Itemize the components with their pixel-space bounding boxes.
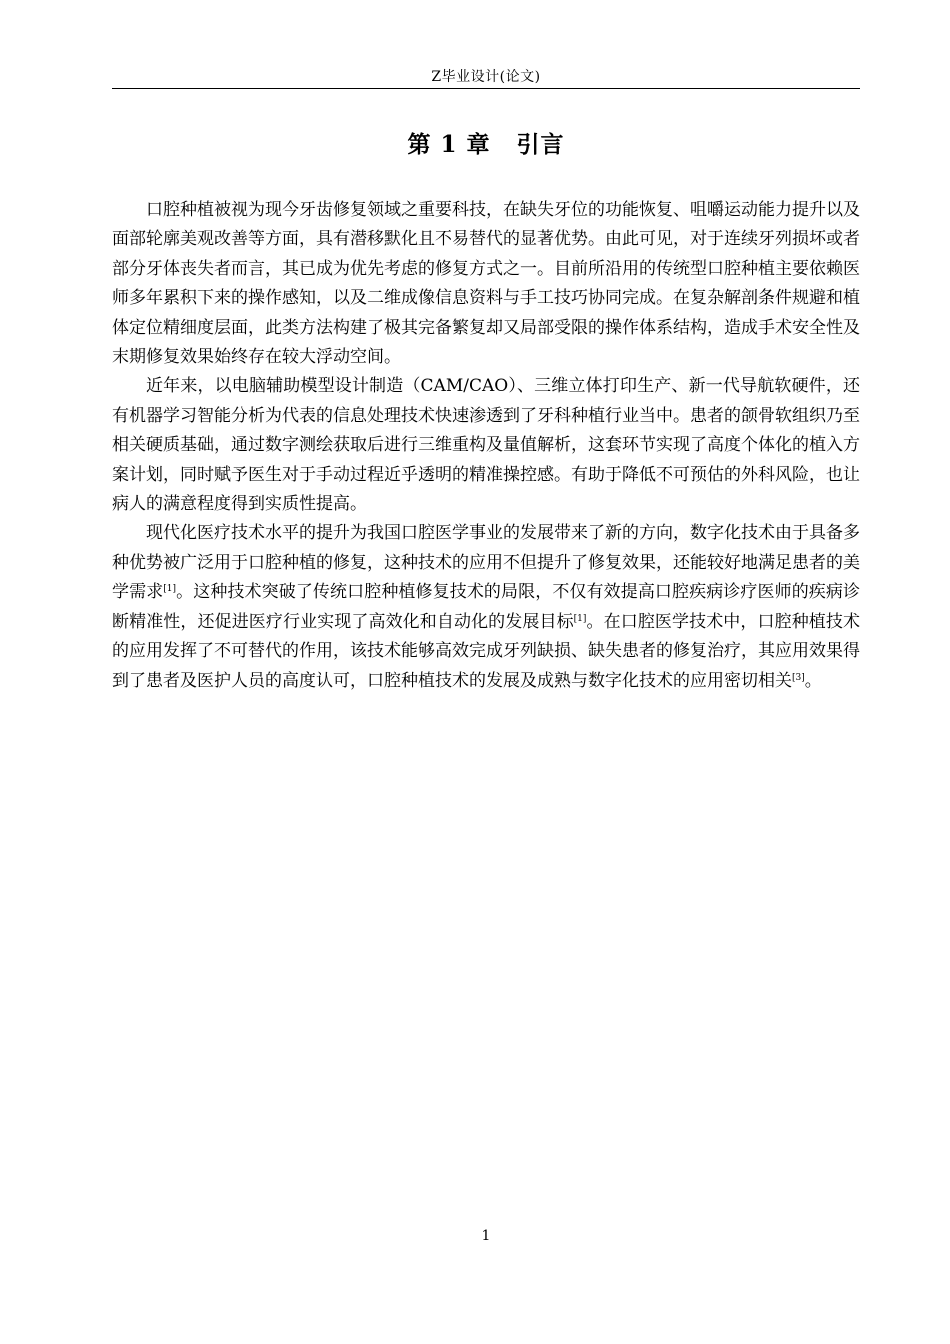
paragraph-3-part-1: 现代化医疗技术水平的提升为我国口腔医学事业的发展带来了新的方向，数字化技术由于具备多种优势被广泛用于口腔种植的修复，这种技术的应用不但提升了修复效果，还能较好地满足患者的美学需求	[112, 523, 860, 603]
paragraph-3-part-4: 。	[804, 670, 822, 691]
paragraph-2: 近年来，以电脑辅助模型设计制造（CAM/CAO）、三维立体打印生产、新一代导航软硬件，还有机器学习智能分析为代表的信息处理技术快速渗透到了牙科种植行业当中。患者的颌骨软组织乃至相关硬质基础，通过数字测绘获取后进行三维重构及量值解析，这套环节实现了高度个体化的植入方案计划，同时赋予医生对于手动过程近乎透明的精准操控感。有助于降低不可预估的外科风险，也让病人的满意程度得到实质性提高。	[112, 376, 860, 515]
citation-ref-3: [3]	[792, 672, 805, 683]
paragraph-3	[112, 519, 860, 695]
page-header	[112, 66, 860, 89]
paragraph-3-part-3: 。在口腔医学技术中，口腔种植技术的应用发挥了不可替代的作用，该技术能够高效完成牙列缺损、缺失患者的修复治疗，其应用效果得到了患者及医护人员的高度认可，口腔种植技术的发展及成熟与数字化技术的应用密切相关	[112, 611, 861, 691]
citation-ref-2: [1]	[573, 613, 587, 624]
paragraph-3-part-2: 。这种技术突破了传统口腔种植修复技术的局限，不仅有效提高口腔疾病诊疗医师的疾病诊断精准性，还促进医疗行业实现了高效化和自动化的发展目标	[112, 582, 860, 632]
body-text	[112, 196, 860, 696]
header-text: Z毕业设计(论文)	[431, 69, 541, 85]
chapter-title	[112, 128, 860, 162]
chapter-title-text: 引言	[516, 131, 565, 158]
citation-ref-1: [1]	[163, 584, 177, 595]
chapter-number: 第 1 章	[407, 131, 491, 158]
page-number: 1	[481, 1228, 491, 1244]
paragraph-1: 口腔种植被视为现今牙齿修复领域之重要科技，在缺失牙位的功能恢复、咀嚼运动能力提升以及面部轮廓美观改善等方面，具有潜移默化且不易替代的显著优势。由此可见，对于连续牙列损坏或者部分牙体丧失者而言，其已成为优先考虑的修复方式之一。目前所沿用的传统型口腔种植主要依赖医师多年累积下来的操作感知，以及二维成像信息资料与手工技巧协同完成。在复杂解剖条件规避和植体定位精细度层面，此类方法构建了极其完备繁复却又局部受限的操作体系结构，造成手术安全性及末期修复效果始终存在较大浮动空间。	[112, 200, 860, 368]
